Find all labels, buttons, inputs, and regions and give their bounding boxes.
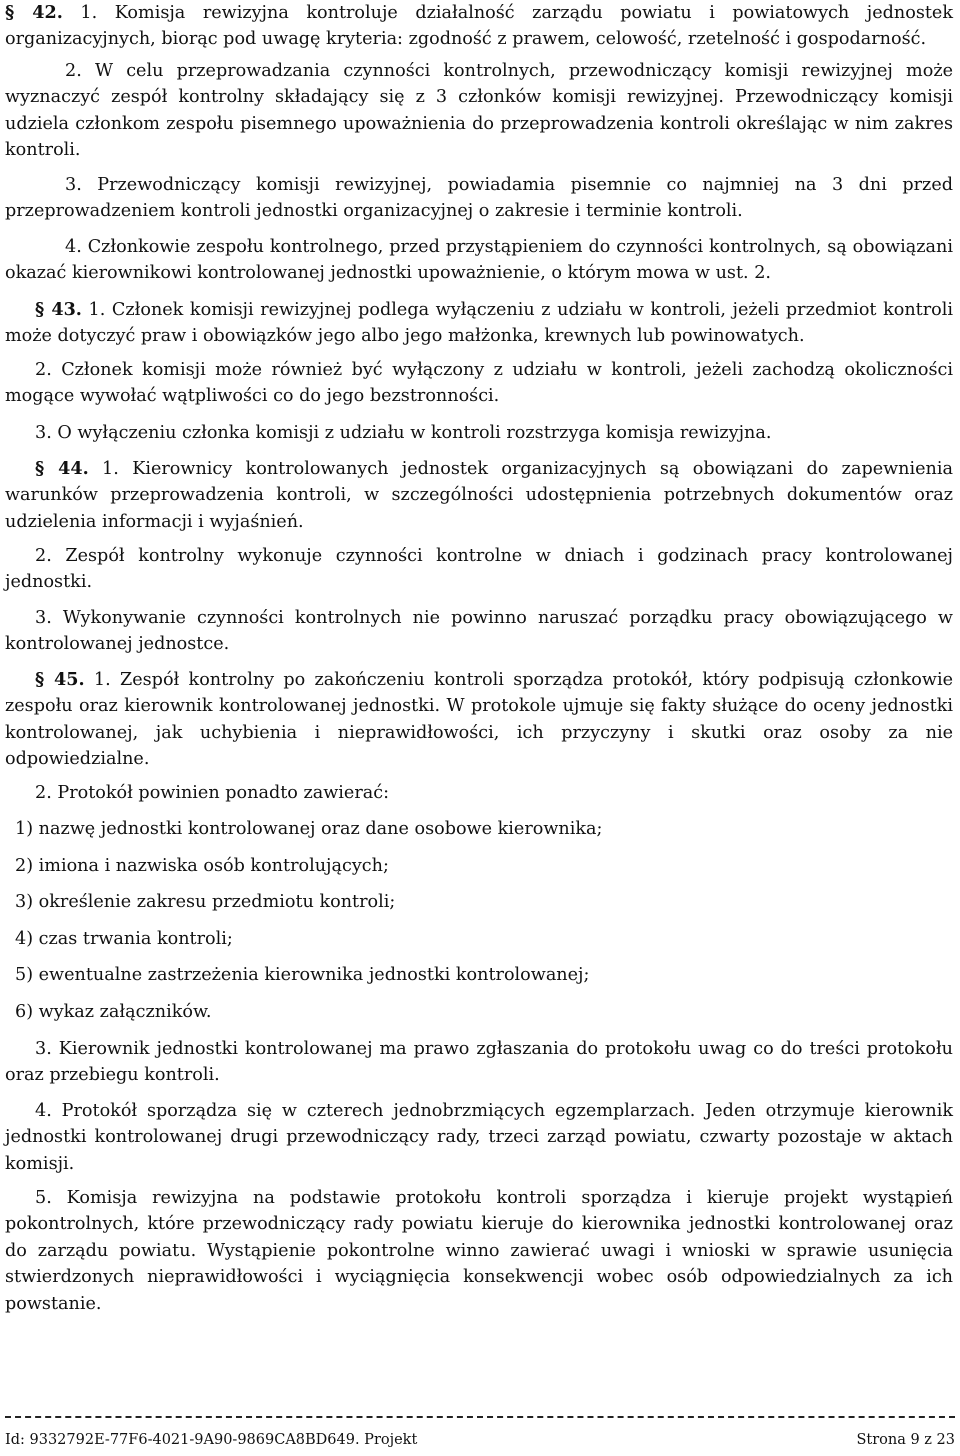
list-item: 2) imiona i nazwiska osób kontrolujących; (15, 856, 389, 876)
paragraph-42-4: 4. Członkowie zespołu kontrolnego, przed przystąpieniem do czynności kontrolnych, są obowiązani okazać kierownikowi kontrolowanej jednostki upoważnienie, o którym mowa w ust. 2. (5, 237, 953, 284)
section-mark: § 44. (35, 458, 89, 479)
list-item: 3) określenie zakresu przedmiotu kontroli; (15, 892, 396, 912)
paragraph-45-4: 4. Protokół sporządza się w czterech jednobrzmiących egzemplarzach. Jeden otrzymuje kierownik jednostki kontrolowanej drugi przewodniczący rady, trzeci zarząd powiatu, czwarty pozostaje w aktach komisji. (5, 1101, 953, 1174)
paragraph-text: 1. Zespół kontrolny po zakończeniu kontroli sporządza protokół, który podpisują członkowie zespołu oraz kierownik kontrolowanej jednostki. W protokole ujmuje się fakty służące do oceny jednostki kontrolowanej, jak uchybienia i nieprawidłowości, ich przyczyny i skutki oraz osoby za nie odpowiedzialne. (5, 670, 953, 770)
paragraph-43-3: 3. O wyłączeniu członka komisji z udziału w kontroli rozstrzyga komisja rewizyjna. (35, 423, 772, 443)
list-item: 5) ewentualne zastrzeżenia kierownika jednostki kontrolowanej; (15, 965, 590, 985)
paragraph-45-1 (5, 667, 953, 773)
paragraph-44-1 (5, 456, 953, 535)
paragraph-42-1 (5, 0, 953, 53)
paragraph-43-2: 2. Członek komisji może również być wyłączony z udziału w kontroli, jeżeli zachodzą okoliczności mogące wywołać wątpliwości co do jego bezstronności. (5, 360, 953, 407)
footer-divider (5, 1416, 955, 1418)
list-item: 4) czas trwania kontroli; (15, 929, 233, 949)
section-mark: § 45. (35, 669, 85, 690)
paragraph-44-2: 2. Zespół kontrolny wykonuje czynności kontrolne w dniach i godzinach pracy kontrolowanej jednostki. (5, 546, 953, 593)
paragraph-text: 1. Członek komisji rewizyjnej podlega wyłączeniu z udziału w kontroli, jeżeli przedmiot kontroli może dotyczyć praw i obowiązków jego albo jego małżonka, krewnych lub powinowatych. (5, 300, 953, 347)
section-mark: § 43. (35, 299, 82, 320)
paragraph-45-5: 5. Komisja rewizyjna na podstawie protokołu kontroli sporządza i kieruje projekt wystąpień pokontrolnych, które przewodniczący rady powiatu kieruje do kierownika jednostki kontrolowanej oraz do zarządu powiatu. Wystąpienie pokontrolne winno zawierać uwagi i wnioski w sprawie usunięcia stwierdzonych nieprawidłowości i wyciągnięcia konsekwencji wobec osób odpowiedzialnych za ich powstanie. (5, 1188, 953, 1314)
paragraph-43-1 (5, 297, 953, 350)
document-id: Id: 9332792E-77F6-4021-9A90-9869CA8BD649. Projekt (5, 1432, 418, 1448)
page-number: Strona 9 z 23 (856, 1432, 955, 1448)
paragraph-44-3: 3. Wykonywanie czynności kontrolnych nie powinno naruszać porządku pracy obowiązującego w kontrolowanej jednostce. (5, 608, 953, 655)
paragraph-45-2: 2. Protokół powinien ponadto zawierać: (35, 783, 389, 803)
paragraph-text: 1. Kierownicy kontrolowanych jednostek organizacyjnych są obowiązani do zapewnienia warunków przeprowadzenia kontroli, w szczególności udostępnienia potrzebnych dokumentów oraz udzielenia informacji i wyjaśnień. (5, 459, 953, 532)
list-item: 6) wykaz załączników. (15, 1002, 212, 1022)
section-mark: § 42. (5, 2, 63, 23)
paragraph-45-3: 3. Kierownik jednostki kontrolowanej ma prawo zgłaszania do protokołu uwag co do treści protokołu oraz przebiegu kontroli. (5, 1039, 953, 1086)
paragraph-text: 1. Komisja rewizyjna kontroluje działalność zarządu powiatu i powiatowych jednostek organizacyjnych, biorąc pod uwagę kryteria: zgodność z prawem, celowość, rzetelność i gospodarność. (5, 3, 953, 50)
list-item: 1) nazwę jednostki kontrolowanej oraz dane osobowe kierownika; (15, 819, 603, 839)
paragraph-42-3: 3. Przewodniczący komisji rewizyjnej, powiadamia pisemnie co najmniej na 3 dni przed przeprowadzeniem kontroli jednostki organizacyjnej o zakresie i terminie kontroli. (5, 175, 953, 222)
paragraph-42-2: 2. W celu przeprowadzania czynności kontrolnych, przewodniczący komisji rewizyjnej może wyznaczyć zespół kontrolny składający się z 3 członków komisji rewizyjnej. Przewodniczący komisji udziela członkom zespołu pisemnego upoważnienia do przeprowadzenia kontroli określając w nim zakres kontroli. (5, 61, 953, 161)
